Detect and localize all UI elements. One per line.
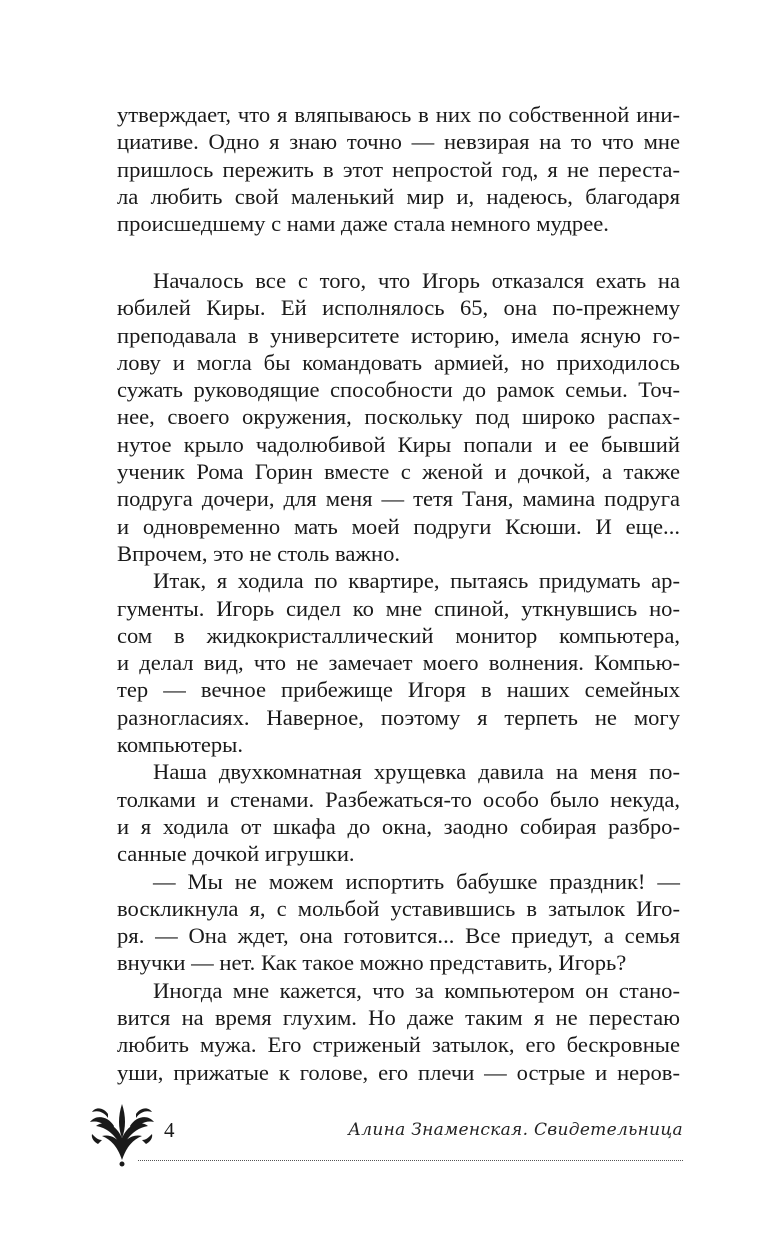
- text-line: разногласиях. Наверное, поэтому я терпеть не могу: [117, 704, 680, 730]
- page-footer: [88, 1098, 688, 1168]
- text-line: воскликнула я, с мольбой уставившись в затылок Иго-: [117, 895, 680, 921]
- footer-dotted-rule: [138, 1160, 683, 1161]
- paragraph-2: [117, 267, 680, 567]
- running-title: Алина Знаменская. Свидетельница: [348, 1120, 683, 1140]
- paragraph-6: [117, 977, 680, 1086]
- text-line: санные дочкой игрушки.: [117, 841, 355, 867]
- paragraph-4: [117, 758, 680, 867]
- text-line: Началось все с того, что Игорь отказался ехать на: [153, 268, 680, 293]
- text-line: любить мужа. Его стриженый затылок, его бескровные: [117, 1032, 680, 1058]
- text-line: Итак, я ходила по квартире, пытаясь придумать ар-: [153, 568, 680, 594]
- text-line: лову и могла бы командовать армией, но приходилось: [117, 349, 680, 375]
- page-number: 4: [164, 1118, 175, 1142]
- text-line: внучки — нет. Как такое можно представить, Игорь?: [117, 950, 627, 976]
- text-line: циативе. Одно я знаю точно — невзирая на то что мне: [117, 129, 680, 155]
- paragraph-3: [117, 567, 680, 758]
- text-line: сом в жидкокристаллический монитор компьютера,: [117, 622, 680, 648]
- text-line: вится на время глухим. Но даже таким я не перестаю: [117, 1005, 680, 1031]
- text-line: толками и стенами. Разбежаться-то особо было некуда,: [117, 786, 680, 812]
- text-line: и одновременно мать моей подруги Ксюши. И еще...: [117, 513, 680, 539]
- text-line: Впрочем, это не столь важно.: [117, 540, 401, 566]
- text-line: юбилей Киры. Ей исполнялось 65, она по-прежнему: [117, 295, 680, 321]
- text-line: ученик Рома Горин вместе с женой и дочкой, а также: [117, 459, 680, 485]
- floral-ornament-icon: [88, 1098, 156, 1168]
- text-line: утверждает, что я вляпываюсь в них по собственной ини-: [117, 102, 680, 127]
- paragraph-5: [117, 868, 680, 977]
- text-line: гументы. Игорь сидел ко мне спиной, уткнувшись но-: [117, 595, 680, 621]
- text-line: Наша двухкомнатная хрущевка давила на меня по-: [153, 759, 680, 785]
- text-line: происшедшему с нами даже стала немного мудрее.: [117, 211, 609, 237]
- text-line: ря. — Она ждет, она готовится... Все приедут, а семья: [117, 923, 680, 949]
- text-line: нутое крыло чадолюбивой Киры попали и ее бывший: [117, 431, 680, 457]
- text-block-top: [117, 101, 680, 237]
- text-line: нее, своего окружения, поскольку под широко распах-: [117, 404, 680, 430]
- text-line: преподавала в университете историю, имела ясную го-: [117, 322, 680, 348]
- text-line: подруга дочери, для меня — тетя Таня, мамина подруга: [117, 486, 680, 512]
- text-line: ла любить свой маленький мир и, надеюсь, благодаря: [117, 183, 680, 209]
- text-line: Иногда мне кажется, что за компьютером он стано-: [153, 977, 680, 1003]
- paragraph-1: [117, 101, 680, 237]
- text-line: — Мы не можем испортить бабушке праздник! —: [153, 868, 680, 894]
- text-block-main: [117, 267, 680, 1086]
- text-line: уши, прижатые к голове, его плечи — острые и неров-: [117, 1059, 680, 1085]
- text-line: пришлось пережить в этот непростой год, я не переста-: [117, 156, 680, 182]
- text-line: сужать руководящие способности до рамок семьи. Точ-: [117, 377, 680, 403]
- text-line: компьютеры.: [117, 732, 243, 758]
- text-line: и делал вид, что не замечает моего волнения. Компью-: [117, 650, 680, 676]
- text-line: тер — вечное прибежище Игоря в наших семейных: [117, 677, 680, 703]
- text-line: и я ходила от шкафа до окна, заодно собирая разбро-: [117, 813, 680, 839]
